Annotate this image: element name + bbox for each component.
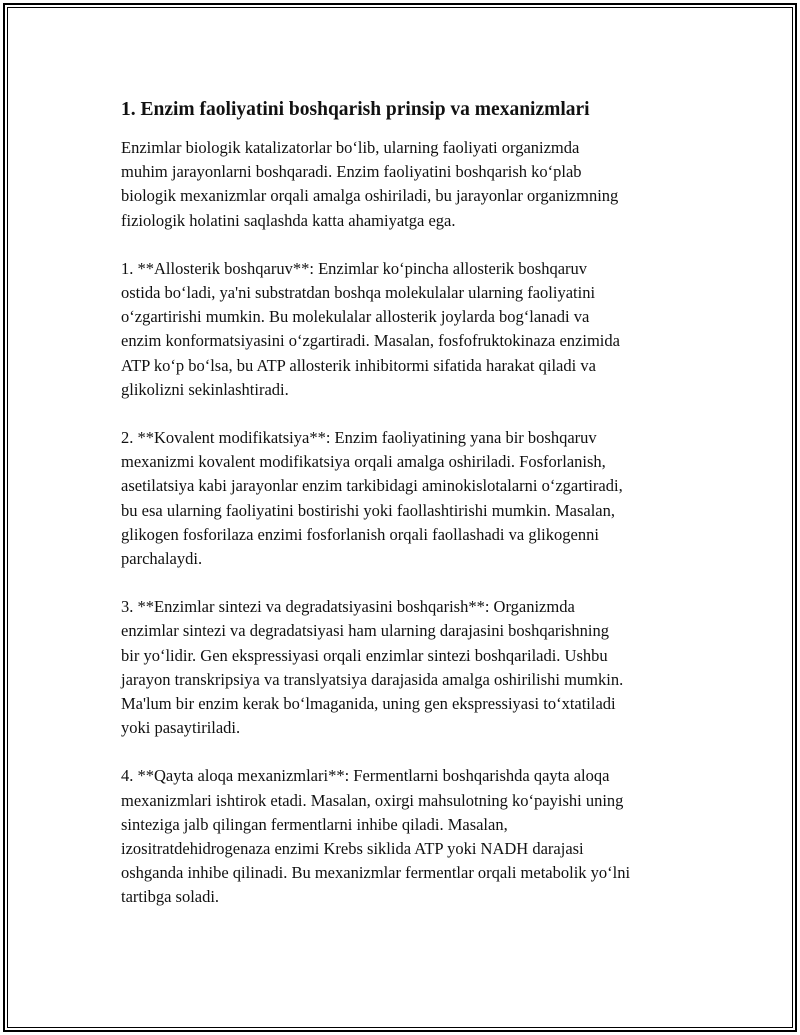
text-line: izositratdehidrogenaza enzimi Krebs siklida ATP yoki NADH darajasi (121, 839, 584, 859)
text-line: Ma'lum bir enzim kerak bo‘lmaganida, uning gen ekspressiyasi to‘xtatiladi (121, 694, 616, 714)
text-line: yoki pasaytiriladi. (121, 718, 241, 738)
text-line: fiziologik holatini saqlashda katta ahamiyatga ega. (121, 210, 456, 230)
text-line: o‘zgartirishi mumkin. Bu molekulalar allosterik joylarda bog‘lanadi va (121, 307, 590, 327)
text-line: 1. **Allosterik boshqaruv**: Enzimlar ko‘pincha allosterik boshqaruv (121, 258, 588, 278)
text-line: 2. **Kovalent modifikatsiya**: Enzim faoliyatining yana bir boshqaruv (121, 428, 597, 448)
text-line: bir yo‘lidir. Gen ekspressiyasi orqali enzimlar sintezi boshqariladi. Ushbu (121, 645, 608, 665)
text-line: 4. **Qayta aloqa mexanizmlari**: Fermentlarni boshqarishda qayta aloqa (121, 766, 610, 786)
text-line: asetilatsiya kabi jarayonlar enzim tarkibidagi aminokislotalarni o‘zgartiradi, (121, 476, 623, 496)
text-line: jarayon transkripsiya va translyatsiya darajasida amalga oshirilishi mumkin. (121, 669, 624, 689)
text-line: mexanizmi kovalent modifikatsiya orqali amalga oshiriladi. Fosforlanish, (121, 452, 606, 472)
text-line: biologik mexanizmlar orqali amalga oshiriladi, bu jarayonlar organizmning (121, 186, 619, 206)
text-line: muhim jarayonlarni boshqaradi. Enzim faoliyatini boshqarish ko‘plab (121, 162, 582, 182)
text-line: enzimlar sintezi va degradatsiyasi ham ularning darajasini boshqarishning (121, 621, 609, 641)
document-body (121, 97, 701, 934)
text-line: oshganda inhibe qilinadi. Bu mexanizmlar fermentlar orqali metabolik yo‘lni (121, 863, 631, 883)
intro-paragraph (121, 136, 701, 233)
text-line: glikogen fosforilaza enzimi fosforlanish orqali faollashadi va glikogenni (121, 524, 599, 544)
text-line: Enzimlar biologik katalizatorlar bo‘lib, ularning faoliyati organizmda (121, 138, 580, 157)
text-line: sinteziga jalb qilingan fermentlarni inhibe qiladi. Masalan, (121, 814, 508, 834)
text-line: ATP ko‘p bo‘lsa, bu ATP allosterik inhibitormi sifatida harakat qiladi va (121, 355, 596, 375)
text-line: 3. **Enzimlar sintezi va degradatsiyasini boshqarish**: Organizmda (121, 597, 575, 617)
synthesis-degradation-paragraph (121, 595, 701, 740)
document-title: 1. Enzim faoliyatini boshqarish prinsip va mexanizmlari (121, 99, 590, 120)
page-border (3, 3, 797, 1032)
text-line: glikolizni sekinlashtiradi. (121, 379, 289, 399)
text-line: ostida bo‘ladi, ya'ni substratdan boshqa molekulalar ularning faoliyatini (121, 283, 596, 303)
feedback-mechanisms-paragraph (121, 764, 701, 909)
covalent-modification-paragraph (121, 426, 701, 571)
text-line: tartibga soladi. (121, 887, 220, 907)
text-line: mexanizmlari ishtirok etadi. Masalan, oxirgi mahsulotning ko‘payishi uning (121, 790, 624, 810)
text-line: parchalaydi. (121, 549, 203, 569)
text-line: enzim konformatsiyasini o‘zgartiradi. Masalan, fosfofruktokinaza enzimida (121, 331, 620, 351)
text-line: bu esa ularning faoliyatini bostirishi yoki faollashtirishi mumkin. Masalan, (121, 500, 616, 520)
allosteric-regulation-paragraph (121, 257, 701, 402)
